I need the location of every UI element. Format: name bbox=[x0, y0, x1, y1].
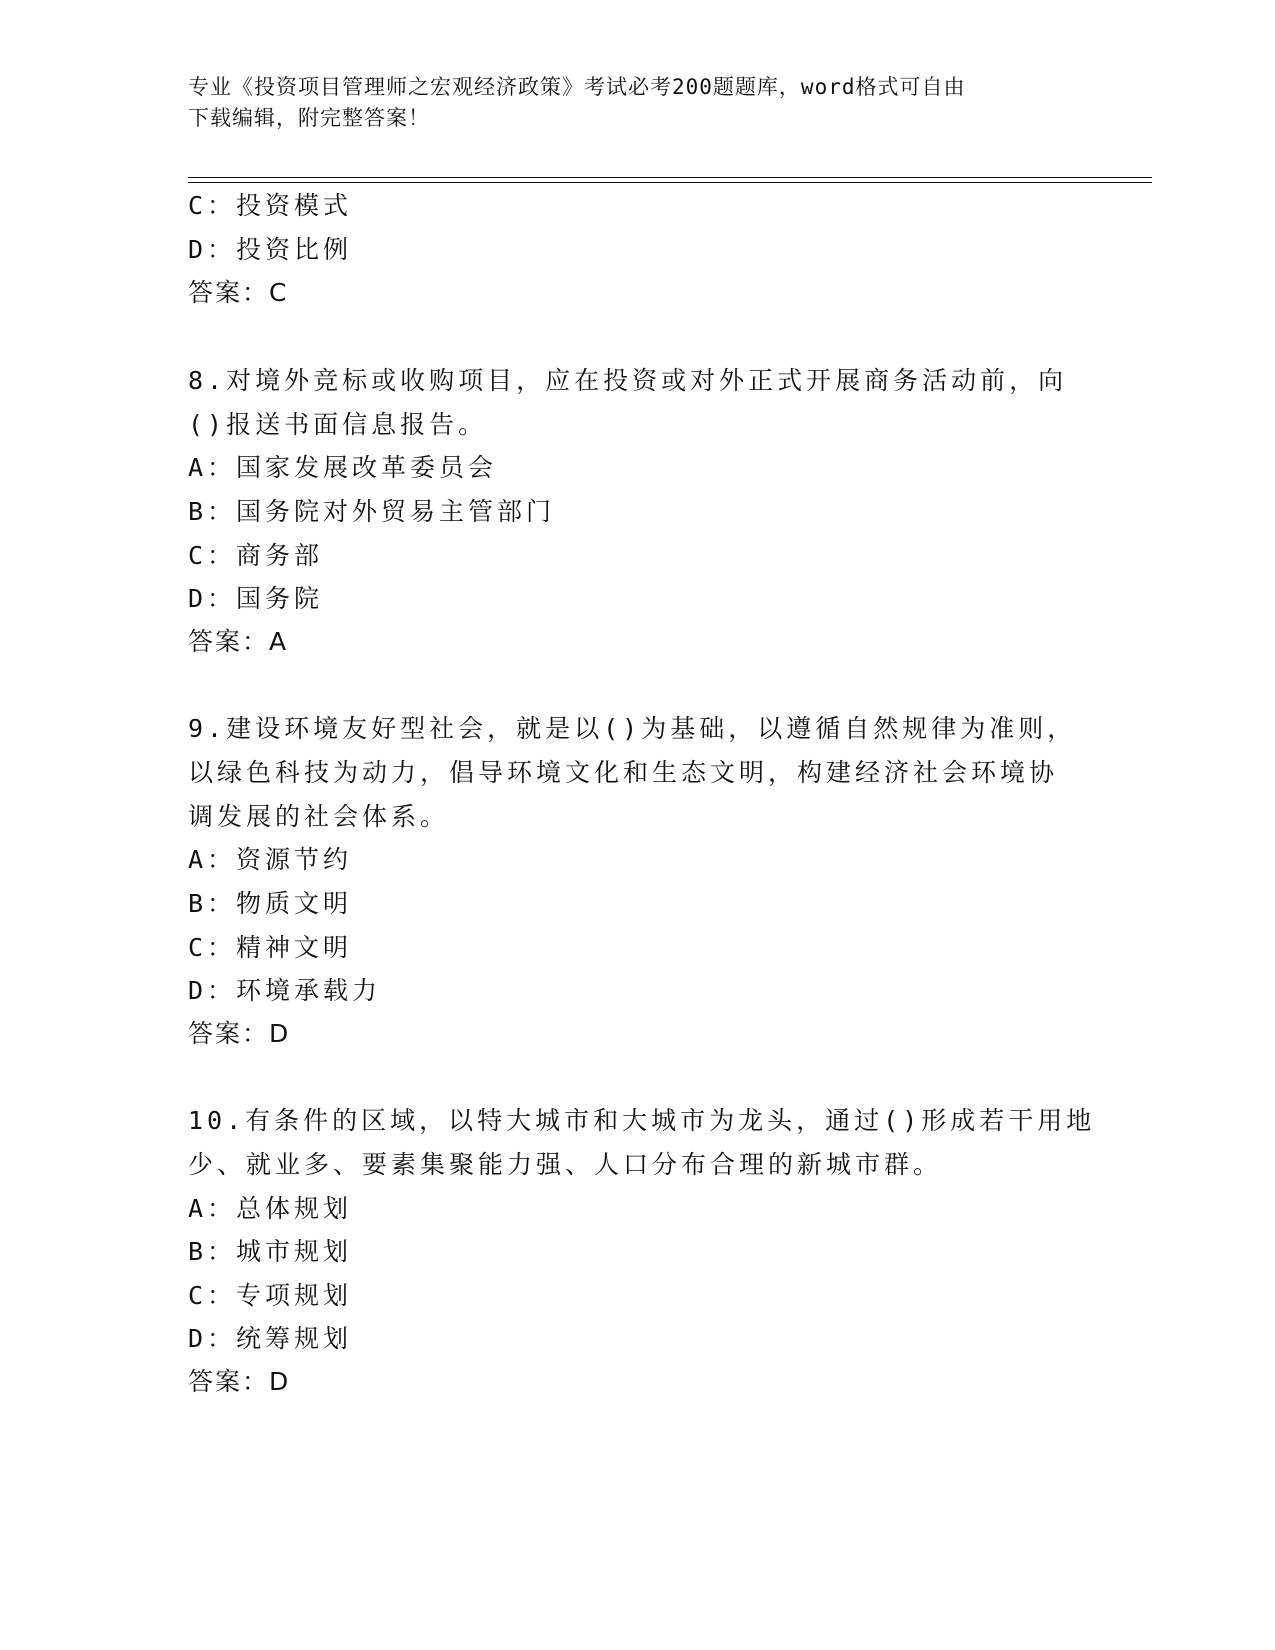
option-line: C：投资模式 bbox=[188, 191, 353, 220]
header-line: 专业《投资项目管理师之宏观经济政策》考试必考200题题库，word格式可自由 bbox=[188, 75, 966, 99]
option-line: D：国务院 bbox=[188, 584, 324, 613]
option-line: B：城市规划 bbox=[188, 1237, 353, 1266]
page-header bbox=[188, 72, 1088, 134]
option-line: A：资源节约 bbox=[188, 845, 353, 874]
header-line: 下载编辑，附完整答案！ bbox=[188, 106, 430, 130]
option-line: D：环境承载力 bbox=[188, 976, 382, 1005]
question-text: 8.对境外竞标或收购项目，应在投资或对外正式开展商务活动前，向 bbox=[188, 366, 1068, 395]
option-line: C：精神文明 bbox=[188, 933, 353, 962]
option-line: A：国家发展改革委员会 bbox=[188, 453, 498, 482]
answer-line: 答案：A bbox=[188, 627, 289, 656]
answer-line: 答案：D bbox=[188, 1367, 291, 1396]
option-line: D：统筹规划 bbox=[188, 1324, 353, 1353]
question-text: 调发展的社会体系。 bbox=[188, 802, 450, 831]
option-line: D：投资比例 bbox=[188, 235, 353, 264]
option-line: C：专项规划 bbox=[188, 1281, 353, 1310]
header-rule bbox=[188, 177, 1152, 178]
answer-line: 答案：D bbox=[188, 1019, 291, 1048]
header-rule bbox=[188, 182, 1152, 183]
option-line: B：物质文明 bbox=[188, 889, 353, 918]
option-line: B：国务院对外贸易主管部门 bbox=[188, 497, 556, 526]
question-text: 10.有条件的区域，以特大城市和大城市为龙头，通过()形成若干用地 bbox=[188, 1106, 1096, 1135]
question-text: ()报送书面信息报告。 bbox=[188, 410, 488, 439]
question-text: 以绿色科技为动力，倡导环境文化和生态文明，构建经济社会环境协 bbox=[188, 758, 1059, 787]
option-line: A：总体规划 bbox=[188, 1194, 353, 1223]
question-text: 9.建设环境友好型社会，就是以()为基础，以遵循自然规律为准则， bbox=[188, 714, 1077, 743]
question-text: 少、就业多、要素集聚能力强、人口分布合理的新城市群。 bbox=[188, 1150, 943, 1179]
option-line: C：商务部 bbox=[188, 541, 324, 570]
answer-line: 答案：C bbox=[188, 278, 289, 307]
